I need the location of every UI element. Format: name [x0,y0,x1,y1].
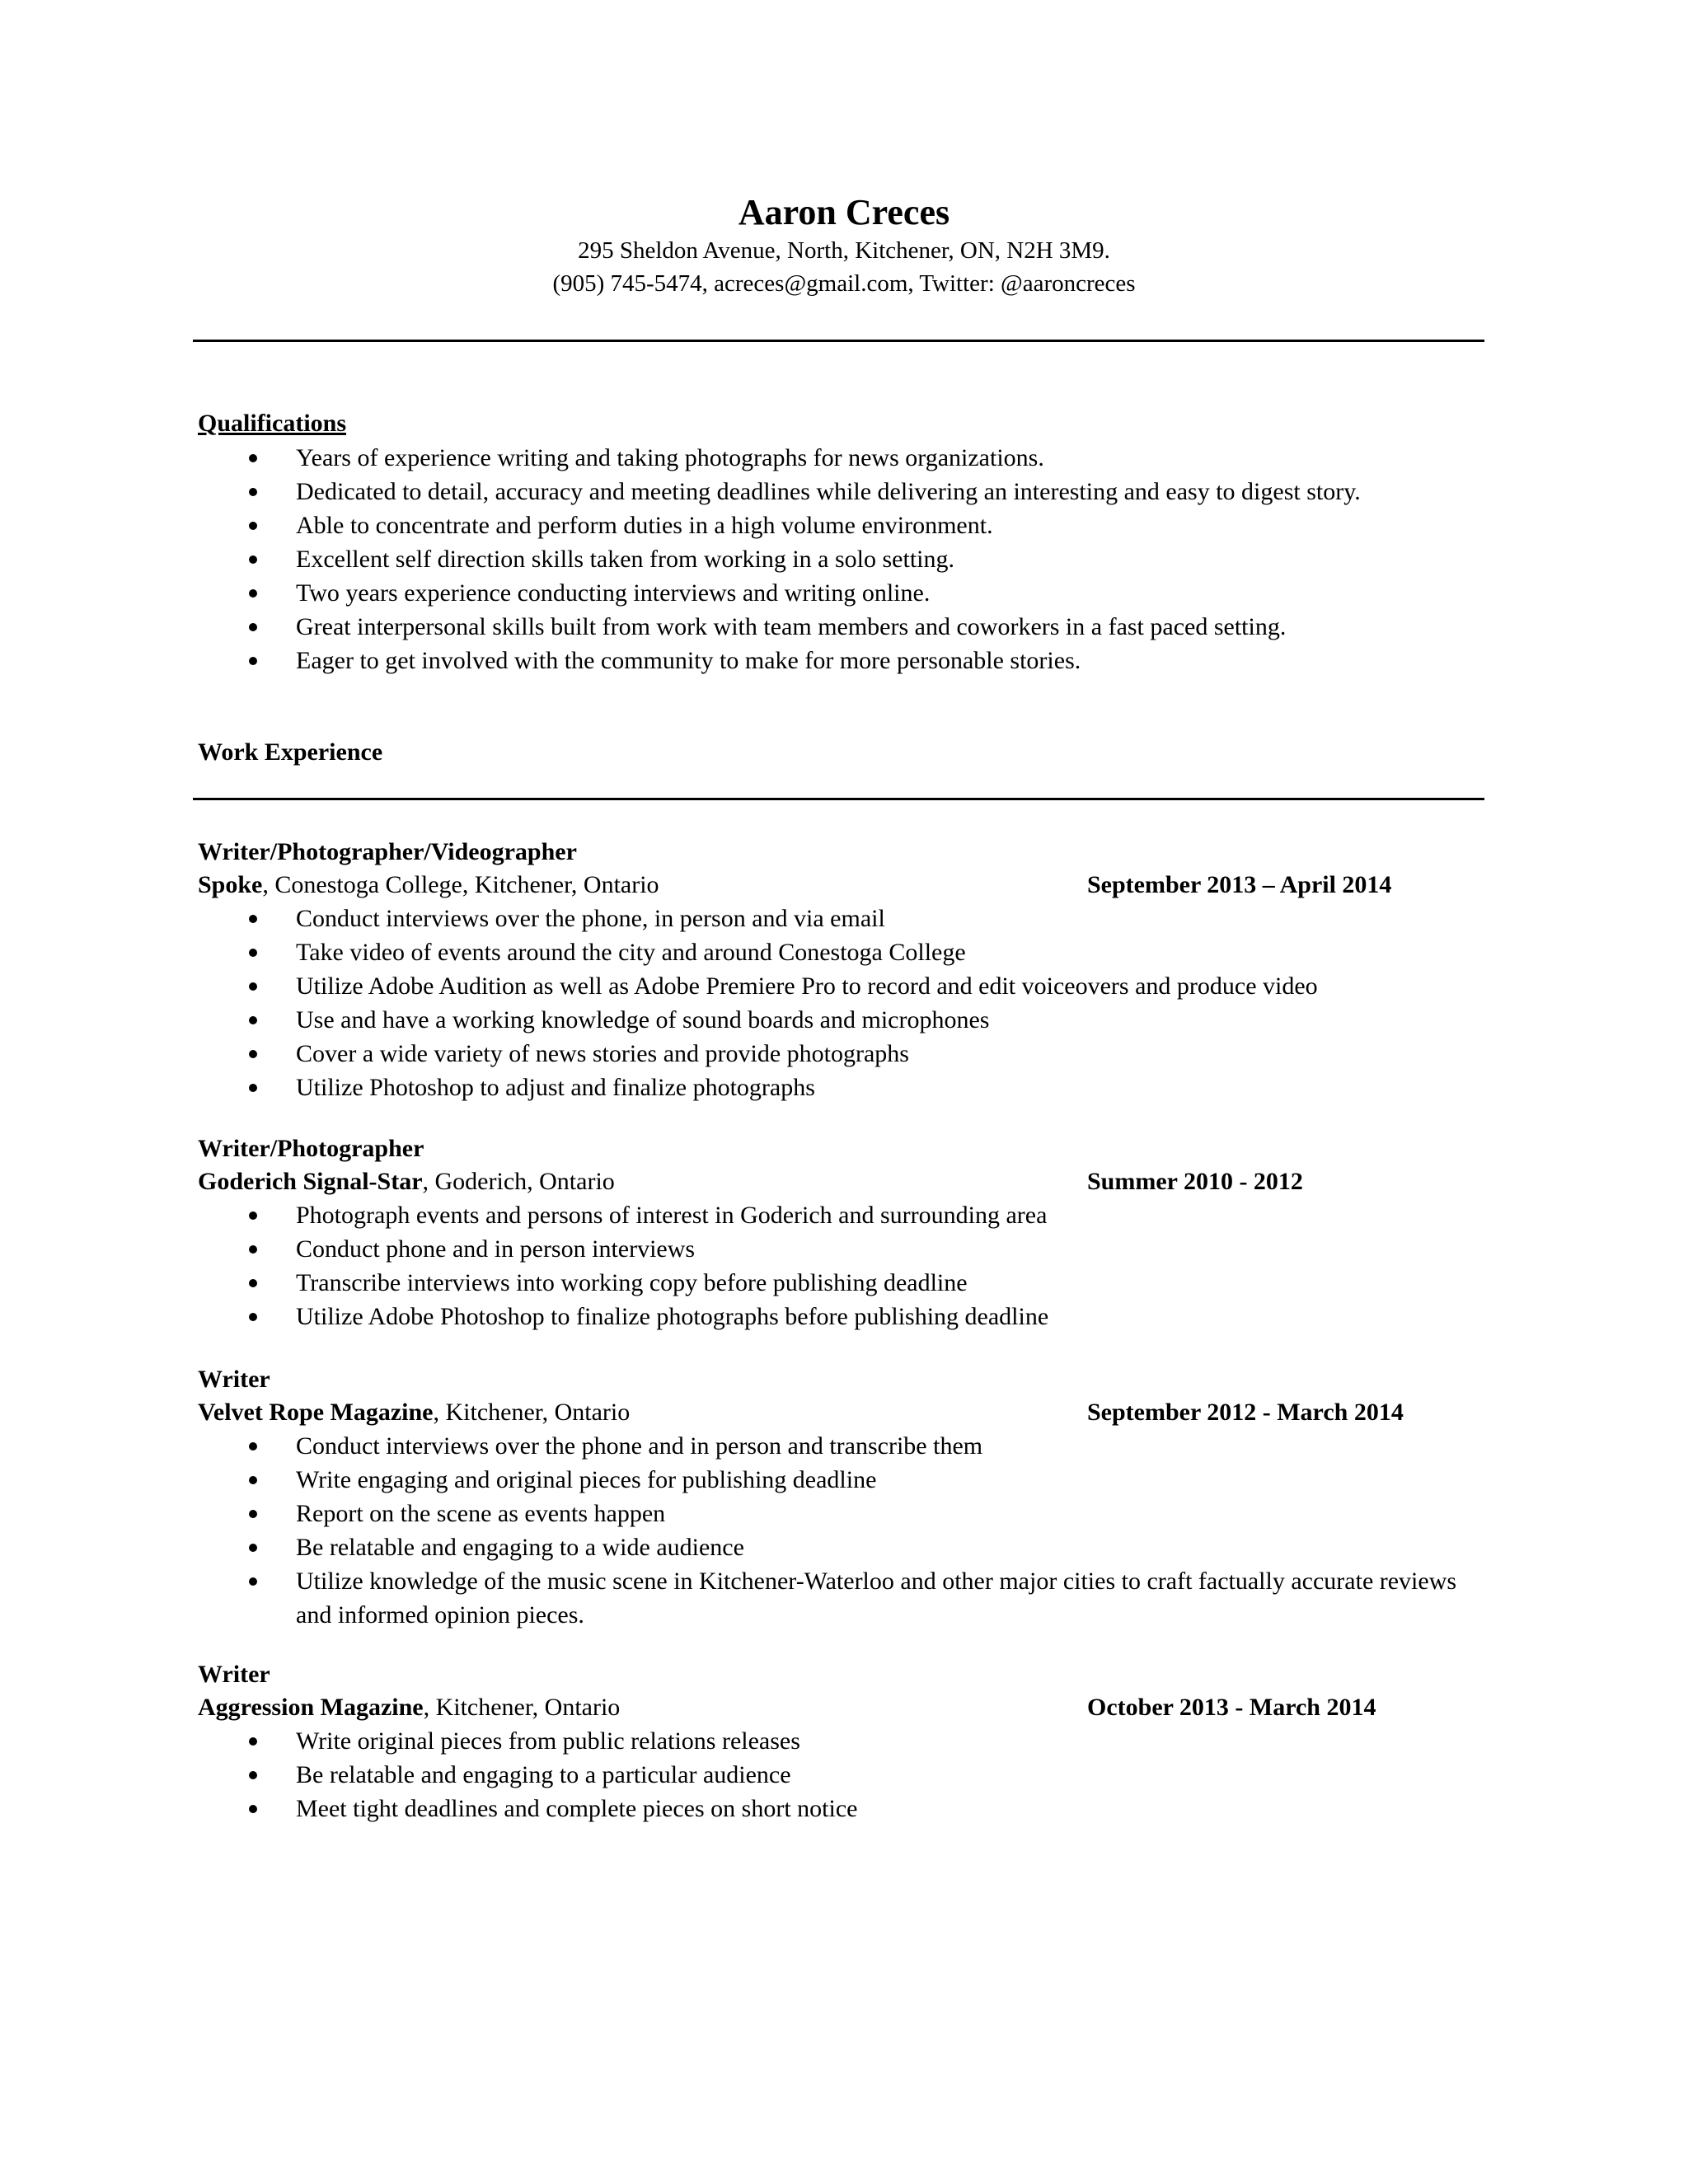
list-item [198,1497,1492,1530]
bullet-icon [249,1510,257,1518]
job-meta [198,1165,1492,1198]
employer-location: , Goderich, Ontario [422,1168,615,1195]
duty-text: Write engaging and original pieces for publishing deadline [296,1466,877,1493]
work-experience-heading: Work Experience [198,738,383,766]
list-item [198,1724,1492,1758]
list-item [198,441,1492,475]
job-employer-line [198,1694,620,1721]
qualification-text: Great interpersonal skills built from work with team members and coworkers in a fast paced setting. [296,613,1287,640]
list-item [198,1792,1492,1825]
applicant-name: Aaron Creces [738,192,950,232]
bullet-icon [249,1442,257,1451]
bullet-icon [249,454,257,462]
list-item [198,576,1492,610]
list-item [198,1232,1492,1266]
job-duties-list [198,902,1492,1104]
duty-text: Take video of events around the city and around Conestoga College [296,939,966,966]
job-entry [198,836,1492,1104]
bullet-icon [249,1313,257,1321]
job-duties-list [198,1724,1492,1825]
bullet-icon [249,657,257,665]
job-title: Writer/Photographer [198,1135,424,1162]
job-employer-line [198,1168,615,1195]
job-title: Writer [198,1366,270,1393]
list-item [198,542,1492,576]
qualification-text: Excellent self direction skills taken from working in a solo setting. [296,546,954,573]
job-title: Writer [198,1661,270,1688]
employer-location: , Kitchener, Ontario [423,1694,621,1721]
duty-text: Meet tight deadlines and complete pieces on short notice [296,1795,858,1822]
bullet-icon [249,1050,257,1058]
list-item [198,1037,1492,1071]
job-title: Writer/Photographer/Videographer [198,838,577,865]
bullet-icon [249,1737,257,1746]
bullet-icon [249,1476,257,1484]
bullet-icon [249,1544,257,1552]
job-dates: September 2013 – April 2014 [1087,871,1392,898]
duty-text: Use and have a working knowledge of sound boards and microphones [296,1006,990,1033]
qualification-text: Eager to get involved with the community to make for more personable stories. [296,647,1081,674]
list-item [198,1758,1492,1792]
bullet-icon [249,555,257,564]
job-dates: October 2013 - March 2014 [1087,1694,1376,1721]
bullet-icon [249,915,257,923]
duty-text: Be relatable and engaging to a particular audience [296,1761,791,1788]
list-item [198,1300,1492,1333]
duty-text: Utilize Adobe Audition as well as Adobe Premiere Pro to record and edit voiceovers and produce video [296,972,1318,1000]
duty-text: Utilize Adobe Photoshop to finalize photographs before publishing deadline [296,1303,1049,1330]
bullet-icon [249,1245,257,1254]
qualification-text: Two years experience conducting interviews and writing online. [296,579,931,607]
list-item [198,1429,1492,1463]
job-entry [198,1132,1492,1333]
bullet-icon [249,949,257,957]
job-employer-line [198,871,659,898]
list-item [198,610,1492,644]
list-item [198,1198,1492,1232]
bullet-icon [249,1212,257,1220]
work-divider [193,798,1484,800]
bullet-icon [249,1279,257,1287]
duty-text: Cover a wide variety of news stories and provide photographs [296,1040,909,1067]
bullet-icon [249,488,257,496]
duty-text: Transcribe interviews into working copy before publishing deadline [296,1269,968,1296]
qualifications-heading: Qualifications [198,410,347,437]
bullet-icon [249,1805,257,1813]
job-meta [198,1396,1492,1429]
employer-location: , Kitchener, Ontario [433,1399,631,1426]
list-item [198,1003,1492,1037]
job-dates: September 2012 - March 2014 [1087,1399,1404,1426]
job-employer-line [198,1399,630,1426]
list-item [198,1530,1492,1564]
address-line: 295 Sheldon Avenue, North, Kitchener, ON, N2H 3M9. [578,237,1110,264]
resume-header [0,191,1688,300]
list-item [198,1071,1492,1104]
list-item [198,902,1492,935]
bullet-icon [249,1771,257,1779]
duty-text: Conduct interviews over the phone and in person and transcribe them [296,1432,983,1460]
job-meta [198,869,1492,902]
contact-line: (905) 745-5474, acreces@gmail.com, Twitter: @aaroncreces [552,270,1136,297]
duty-text: Utilize Photoshop to adjust and finalize photographs [296,1074,815,1101]
list-item [198,1266,1492,1300]
list-item [198,1564,1492,1632]
qualification-text: Able to concentrate and perform duties in a high volume environment. [296,512,993,539]
job-duties-list [198,1198,1492,1333]
bullet-icon [249,522,257,530]
duty-text: Conduct phone and in person interviews [296,1235,696,1263]
job-duties-list [198,1429,1492,1632]
bullet-icon [249,982,257,991]
list-item [198,1463,1492,1497]
duty-text: Photograph events and persons of interest in Goderich and surrounding area [296,1202,1048,1229]
bullet-icon [249,1577,257,1586]
qualifications-list [198,441,1492,677]
list-item [198,969,1492,1003]
duty-text: Conduct interviews over the phone, in person and via email [296,905,885,932]
job-meta [198,1691,1492,1724]
duty-text: Report on the scene as events happen [296,1500,666,1527]
employer-name: Spoke [198,871,263,898]
employer-name: Velvet Rope Magazine [198,1399,434,1426]
bullet-icon [249,589,257,598]
bullet-icon [249,1084,257,1092]
list-item [198,475,1492,509]
bullet-icon [249,1016,257,1024]
employer-location: , Conestoga College, Kitchener, Ontario [262,871,659,898]
list-item [198,935,1492,969]
duty-text: Write original pieces from public relations releases [296,1727,800,1755]
job-entry [198,1363,1492,1632]
qualification-text: Dedicated to detail, accuracy and meeting deadlines while delivering an interesting and easy to digest story. [296,478,1361,505]
job-dates: Summer 2010 - 2012 [1087,1168,1303,1195]
list-item [198,509,1492,542]
header-divider [193,340,1484,342]
duty-text: Utilize knowledge of the music scene in Kitchener-Waterloo and other major cities to craft factually accurate reviews and informed opinion pieces. [296,1568,1457,1629]
employer-name: Goderich Signal-Star [198,1168,423,1195]
duty-text: Be relatable and engaging to a wide audience [296,1534,744,1561]
employer-name: Aggression Magazine [198,1694,424,1721]
list-item [198,644,1492,677]
job-entry [198,1658,1492,1825]
qualification-text: Years of experience writing and taking photographs for news organizations. [296,444,1044,471]
bullet-icon [249,623,257,631]
